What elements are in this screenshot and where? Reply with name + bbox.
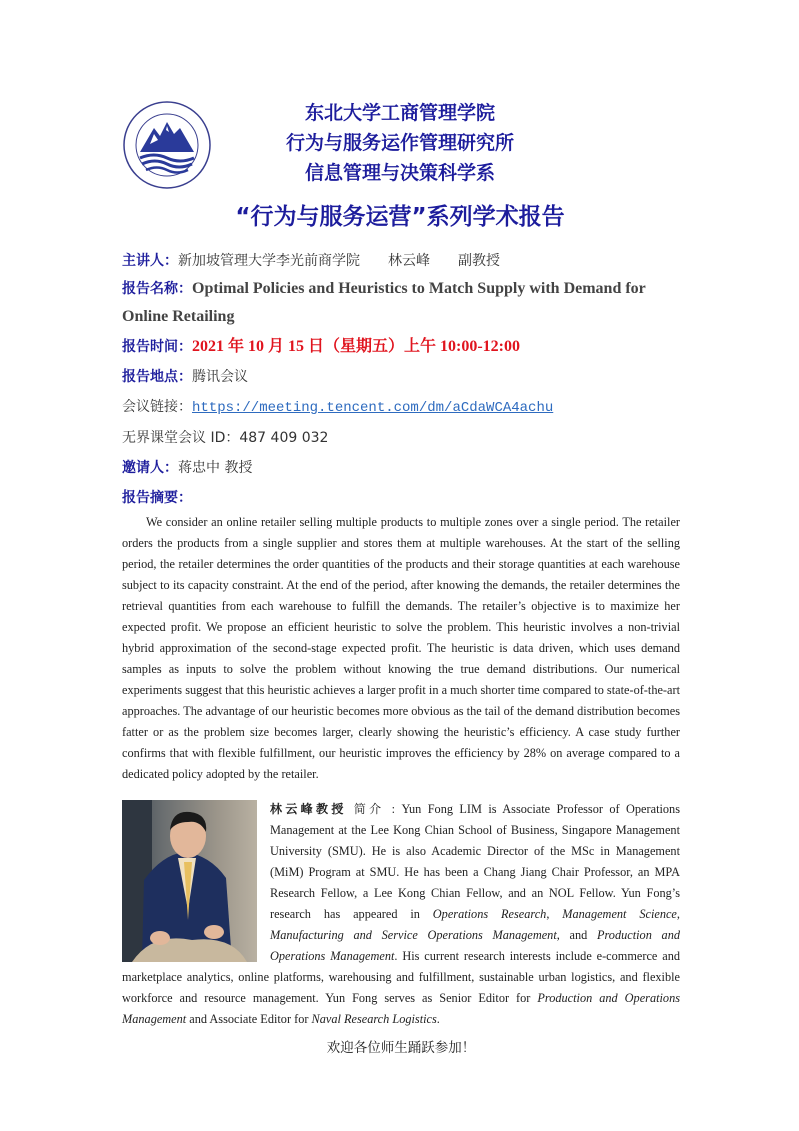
journal-name: Operations Research bbox=[432, 907, 547, 921]
link-label: 会议链接： bbox=[122, 399, 192, 415]
abstract-text: We consider an online retailer selling multiple products to multiple zones over a single period. The retailer orders the products from a single supplier and stores them at multiple warehouses. At the start of the selling period, the retailer determines the order quantities of the products and their storage quantities at each warehouse subject to its capacity constraint. At the end of the period, after knowing the demands, the retailer determines the retrieval quantities from each warehouse to fulfill the demands. The retailer’s objective is to maximize her expected profit. We propose an efficient heuristic to solve the problem. This heuristic involves a non-trivial hybrid approximation of the second-stage expected profit. The heuristic is data driven, which uses demand samples as inputs to solve the problem without knowing the true demand distributions. Our numerical experiments suggest that this heuristic achieves a larger profit in a much shorter time compared to state-of-the-art approaches. The advantage of our heuristic becomes more obvious as the tail of the demand distribution becomes fatter or as the problem size becomes larger, clearly showing the heuristic’s efficiency. A case study further confirms that with flexible fulfillment, our heuristic improves the efficiency by 28% on average compared to a dedicated policy adopted by the retailer. bbox=[122, 515, 680, 781]
journal-name: Production and Operations Management bbox=[270, 928, 680, 963]
abstract-heading-row bbox=[122, 488, 680, 508]
bio-label: 简介 bbox=[346, 802, 392, 816]
meeting-id: 无界课堂会议 ID：487 409 032 bbox=[122, 430, 329, 446]
bio-segment: , and bbox=[556, 928, 597, 942]
bio-name: 林云峰教授 bbox=[270, 802, 347, 816]
speaker-row bbox=[122, 251, 680, 271]
inviter-value: 蒋忠中 教授 bbox=[178, 460, 253, 476]
place-row bbox=[122, 367, 680, 387]
speaker-photo bbox=[122, 800, 257, 962]
inviter-row bbox=[122, 458, 680, 478]
talk-title-label: 报告名称： bbox=[122, 281, 192, 297]
talk-title-row-2 bbox=[122, 307, 680, 327]
speaker-bio bbox=[122, 799, 680, 1030]
header-line-2: 行为与服务运作管理研究所 bbox=[285, 132, 514, 154]
person-portrait-icon bbox=[122, 800, 257, 962]
header-line-3: 信息管理与决策科学系 bbox=[304, 162, 495, 184]
main-content bbox=[122, 251, 680, 1058]
journal-name: Management Science bbox=[562, 907, 677, 921]
welcome-text: 欢迎各位师生踊跃参加！ bbox=[326, 1040, 476, 1056]
inviter-label: 邀请人： bbox=[122, 460, 178, 476]
bio-segment: . His current research interests include e-commerce and marketplace analytics, online platforms, warehousing and fulfillment, sustainable urban logistics, and flexible workforce and resource management. Yun Fong serves as Senior Editor for bbox=[122, 949, 680, 1005]
abstract-label: 报告摘要： bbox=[122, 490, 192, 506]
link-row bbox=[122, 397, 680, 418]
place-label: 报告地点： bbox=[122, 369, 192, 385]
journal-name: Naval Research Logistics bbox=[311, 1012, 437, 1026]
journal-name: Manufacturing and Service Operations Management bbox=[270, 928, 557, 942]
place-value: 腾讯会议 bbox=[192, 369, 248, 385]
page-title: “行为与服务运营”系列学术报告 bbox=[235, 204, 565, 230]
meeting-id-row bbox=[122, 428, 680, 448]
bio-segment: . bbox=[436, 1012, 440, 1026]
bio-segment: and Associate Editor for bbox=[186, 1012, 312, 1026]
talk-title-value: Optimal Policies and Heuristics to Match Supply with Demand for bbox=[192, 280, 646, 297]
header-line-1: 东北大学工商管理学院 bbox=[304, 102, 495, 124]
bio-segment: , bbox=[676, 907, 680, 921]
talk-title-row bbox=[122, 279, 680, 299]
bio-segment: , bbox=[546, 907, 563, 921]
time-value: 2021 年 10 月 15 日（星期五）上午 10:00-12:00 bbox=[192, 338, 520, 355]
journal-name: Production and Operations Management bbox=[122, 991, 681, 1026]
bio-segment: : Yun Fong LIM is Associate Professor of Operations Management at the Lee Kong Chian School of Business, Singapore Management University (SMU). He is also Academic Director of the MSc in Management (MiM) Program at SMU. He has been a Chang Jiang Chair Professor, an MPA Research Fellow, a Lee Kong Chian Fellow, and an NOL Fellow. Yun Fong’s research has appeared in bbox=[270, 802, 680, 921]
speaker-label: 主讲人： bbox=[122, 253, 178, 269]
speaker-value: 新加坡管理大学李光前商学院 林云峰 副教授 bbox=[178, 253, 500, 269]
time-label: 报告时间： bbox=[122, 339, 192, 355]
time-row bbox=[122, 337, 680, 357]
university-logo bbox=[122, 100, 212, 190]
meeting-link[interactable]: https://meeting.tencent.com/dm/aCdaWCA4achu bbox=[192, 400, 554, 416]
talk-title-value-2: Online Retailing bbox=[122, 308, 235, 325]
